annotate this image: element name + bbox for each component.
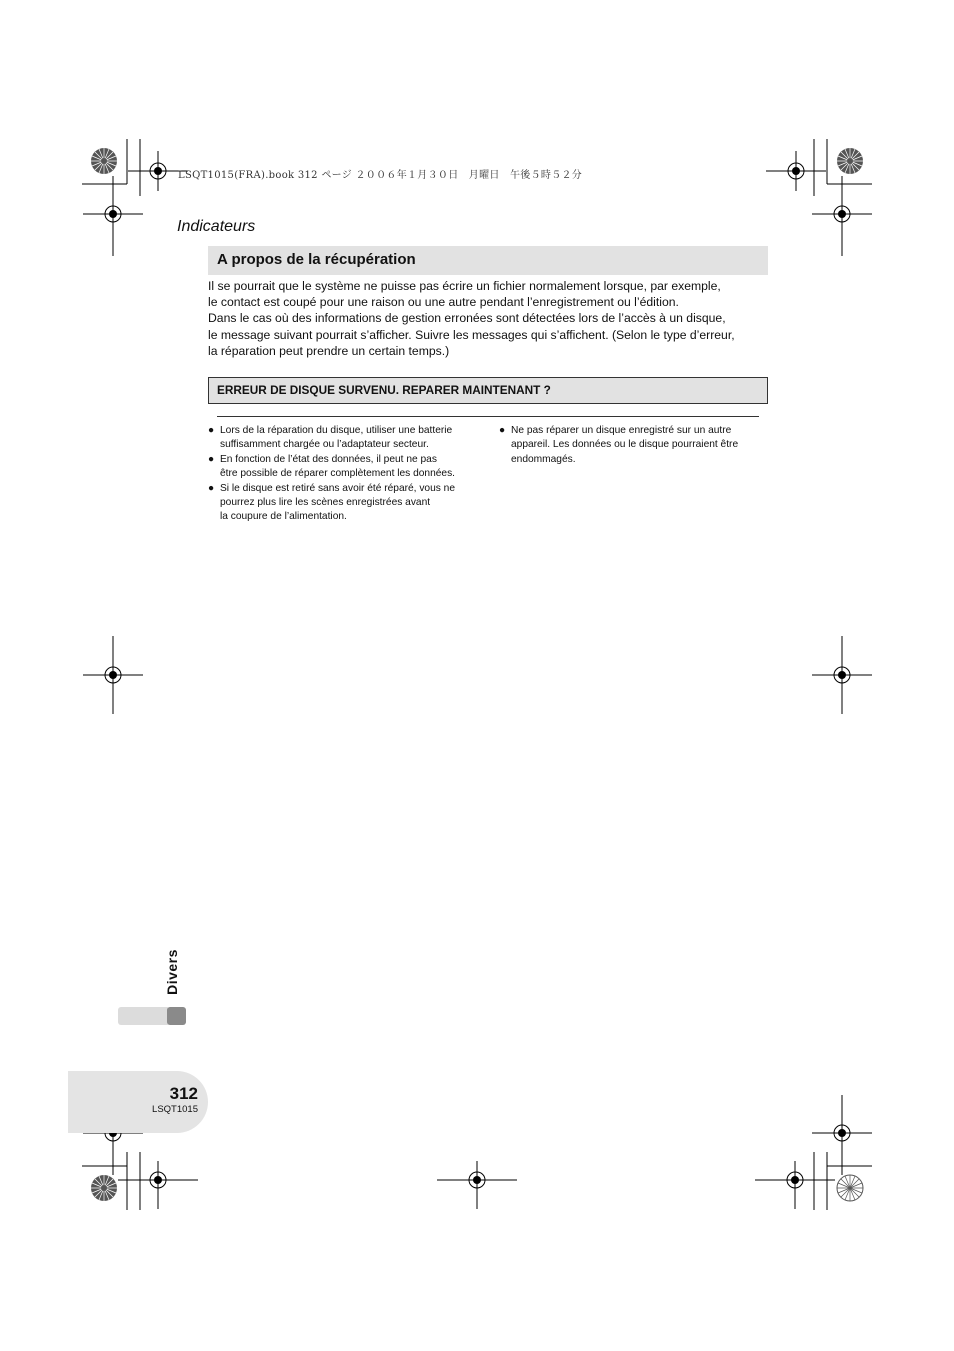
note-line: pourrez plus lire les scènes enregistrées avant: [220, 497, 431, 509]
crosshair-registration-icon: [755, 1151, 835, 1211]
bullet-icon: ●: [208, 482, 215, 494]
starburst-registration-icon: [89, 1173, 119, 1203]
note-item: [208, 424, 455, 453]
starburst-registration-icon: [835, 1173, 865, 1203]
notes-right-column: [499, 424, 738, 467]
bullet-icon: ●: [208, 453, 215, 465]
note-line: la coupure de l’alimentation.: [220, 511, 347, 523]
crosshair-registration-icon: [83, 176, 143, 256]
page-code: LSQT1015: [152, 1104, 198, 1115]
tab-indicator-active: [167, 1007, 186, 1025]
crosshair-registration-icon: [437, 1151, 517, 1211]
note-line: Si le disque est retiré sans avoir été réparé, vous ne: [220, 482, 456, 494]
note-line: être possible de réparer complètement les données.: [220, 468, 456, 480]
heading-bar: [208, 246, 768, 275]
crosshair-registration-icon: [812, 636, 872, 716]
crosshair-registration-icon: [83, 636, 143, 716]
bullet-icon: ●: [499, 425, 506, 436]
heading-title: A propos de la récupération: [217, 251, 416, 268]
page-number: 312: [169, 1084, 198, 1103]
intro-line: Dans le cas où des informations de gestion erronées sont détectées lors de l’accès à un disque,: [208, 311, 726, 326]
note-line: Lors de la réparation du disque, utiliser une batterie: [220, 425, 453, 436]
divider: [217, 416, 759, 417]
note-item: [208, 482, 455, 525]
section-title: Indicateurs: [177, 218, 256, 235]
note-item: [499, 424, 738, 467]
note-line: Ne pas réparer un disque enregistré sur un autre: [511, 425, 732, 436]
tab-indicator-light: [118, 1007, 168, 1025]
note-line: endommagés.: [511, 453, 576, 465]
side-tab-label: Divers: [164, 949, 180, 995]
side-tab: [157, 944, 187, 1000]
note-line: En fonction de l’état des données, il peut ne pas: [220, 453, 437, 465]
intro-line: le contact est coupé pour une raison ou une autre pendant l’enregistrement ou l’édition.: [208, 295, 679, 310]
note-line: suffisamment chargée ou l’adaptateur secteur.: [220, 439, 429, 451]
bullet-icon: ●: [208, 425, 215, 436]
note-line: appareil. Les données ou le disque pourraient être: [511, 439, 739, 451]
starburst-registration-icon: [89, 146, 119, 176]
starburst-registration-icon: [835, 146, 865, 176]
intro-line: le message suivant pourrait s’afficher. Suivre les messages qui s’affichent. (Selon le type d’erreur,: [208, 327, 735, 342]
print-header: LSQT1015(FRA).book 312 ページ ２００６年１月３０日 月曜日 午後５時５２分: [178, 170, 583, 181]
intro-line: Il se pourrait que le système ne puisse pas écrire un fichier normalement lorsque, par exemple,: [208, 279, 721, 293]
note-item: [208, 453, 455, 482]
error-message-box: [208, 377, 768, 404]
side-tab-indicator: [118, 1007, 186, 1025]
crosshair-registration-icon: [118, 1151, 198, 1211]
notes-left-column: [208, 424, 455, 525]
error-message-text: ERREUR DE DISQUE SURVENU. REPARER MAINTENANT ?: [217, 383, 551, 397]
crosshair-registration-icon: [812, 176, 872, 256]
intro-paragraph: [208, 278, 774, 359]
intro-line: la réparation peut prendre un certain temps.): [208, 343, 450, 358]
